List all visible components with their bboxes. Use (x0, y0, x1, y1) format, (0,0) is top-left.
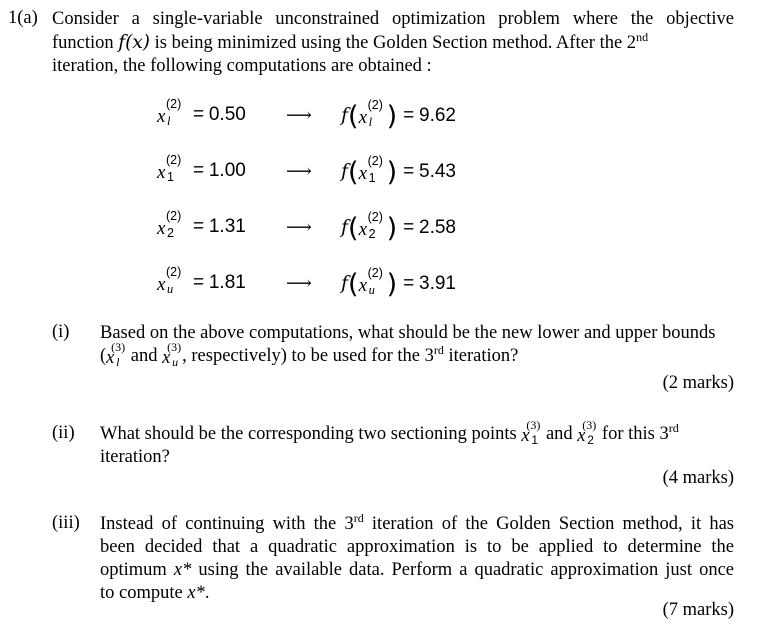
f-value: 5.43 (419, 161, 456, 182)
intro-line-3: iteration, the following computations are obtained : (52, 56, 432, 76)
intro-line-2 (52, 31, 734, 55)
part-iii-label: (iii) (52, 513, 80, 533)
lower-bound-symbol: x (3) l (106, 340, 126, 369)
iter-sup: (3) (582, 418, 597, 432)
part-iii-text-a: Instead of continuing with the 3 (100, 514, 354, 534)
equals-sign: = (193, 272, 205, 293)
x-point-row-3 (157, 209, 246, 240)
objective-function: f(x) (118, 32, 150, 53)
iter-sup: (2) (367, 210, 383, 224)
x-var: x (157, 162, 166, 183)
part-ii-line-1 (100, 418, 734, 447)
equals-sign: = (403, 161, 415, 182)
x-symbol (358, 210, 383, 241)
part-iii-marks: (7 marks) (662, 600, 734, 620)
x-var: x (521, 426, 530, 446)
x-sub: u (167, 282, 174, 296)
part-i-text-a: and (126, 346, 163, 366)
f-symbol: f (341, 160, 349, 182)
iter-sup: (3) (111, 340, 126, 354)
x-sub: l (368, 115, 373, 129)
part-iii-line-1 (100, 513, 734, 536)
equals-sign: = (193, 160, 205, 181)
x-symbol (157, 209, 182, 240)
x-symbol (358, 98, 383, 129)
part-iii-text-c: optimum (100, 560, 174, 580)
part-ii-label: (ii) (52, 423, 75, 443)
equals-sign: = (193, 216, 205, 237)
intro-text: function (52, 33, 119, 53)
question-number: 1(a) (8, 8, 38, 28)
part-iii-line-4 (100, 582, 734, 605)
x-var: x (162, 348, 171, 368)
f-symbol: f (341, 216, 349, 238)
x-value: 0.50 (208, 104, 246, 125)
x-symbol (157, 97, 182, 128)
part-ii-marks: (4 marks) (662, 468, 734, 488)
optimum-symbol: x* (173, 560, 192, 580)
iter-sup: (3) (526, 418, 541, 432)
x-var: x (157, 218, 166, 239)
x-symbol (157, 265, 182, 296)
x-var: x (358, 163, 368, 184)
f-value: 3.91 (419, 273, 456, 294)
f-value: 9.62 (419, 105, 456, 126)
equals-sign: = (403, 105, 415, 126)
x-sub: 1 (167, 170, 174, 184)
part-iii-text-f: . (204, 583, 210, 603)
iter-sup: (2) (166, 265, 182, 279)
part-iii-text-b: iteration of the Golden Section method, it has (363, 514, 734, 534)
f-symbol: f (341, 272, 349, 294)
x-var: x (157, 106, 166, 127)
part-i-label: (i) (52, 322, 70, 342)
x-var: x (358, 275, 368, 296)
x-sub: 2 (167, 226, 174, 240)
intro-line-1: Consider a single-variable unconstrained optimization problem where the objective (52, 9, 734, 29)
right-arrow-icon: ⟶ (286, 273, 312, 293)
x-value: 1.00 (208, 160, 246, 181)
f-value-row-1: f(x (2) l ) = 9.62 (341, 98, 456, 132)
sectioning-point-1: x (3) 1 (521, 418, 541, 447)
iter-sup: (3) (167, 340, 182, 354)
right-arrow-icon: ⟶ (286, 105, 312, 125)
f-value: 2.58 (419, 217, 456, 238)
part-ii-text-c: for this 3 (597, 424, 669, 444)
part-ii-text (100, 418, 734, 469)
part-iii-line-3 (100, 559, 734, 582)
part-ii-text-a: What should be the corresponding two sectioning points (100, 424, 522, 444)
iter-sup: (2) (166, 153, 182, 167)
x-point-row-2 (157, 153, 246, 184)
x-point-row-4 (157, 265, 246, 296)
x-sub: l (167, 114, 171, 128)
iter-sup: (2) (367, 266, 383, 280)
x-symbol (157, 153, 182, 184)
ordinal-suffix: rd (668, 421, 679, 435)
part-i-line-2: (x (3) l and x (3) u , respectively) to be used for the 3rd iteration? (100, 340, 519, 369)
part-iii-line-2: been decided that a quadratic approximation is to be applied to determine the (100, 537, 734, 557)
x-sub: u (368, 283, 375, 297)
equals-sign: = (403, 273, 415, 294)
equals-sign: = (403, 217, 415, 238)
f-value-row-3: f(x (2) 2 ) = 2.58 (341, 210, 456, 244)
part-iii-text-d: using the available data. Perform a quadratic approximation just once (191, 560, 735, 580)
x-sub: 1 (368, 171, 376, 185)
optimum-symbol: x* (187, 583, 205, 603)
question-intro (52, 8, 734, 78)
part-i-text-b: , respectively) to be used for the 3 (182, 346, 434, 366)
f-value-row-2: f(x (2) 1 ) = 5.43 (341, 154, 456, 188)
sectioning-point-2: x (3) 2 (577, 418, 597, 447)
ordinal-suffix: rd (353, 511, 364, 525)
x-sub: 2 (368, 227, 376, 241)
x-var: x (157, 274, 166, 295)
part-iii-text-e: to compute (100, 583, 188, 603)
intro-text: is being minimized using the Golden Section method. After the 2 (150, 33, 637, 53)
upper-bound-symbol: x (3) u (162, 340, 182, 369)
right-arrow-icon: ⟶ (286, 161, 312, 181)
part-i-text-c: iteration? (443, 346, 519, 366)
f-value-row-4: f(x (2) u ) = 3.91 (341, 266, 456, 300)
ordinal-suffix: rd (433, 343, 444, 357)
x-symbol (358, 154, 383, 185)
x-var: x (358, 219, 368, 240)
x-var: x (577, 426, 586, 446)
iter-sup: (2) (166, 97, 182, 111)
x-var: x (106, 348, 115, 368)
x-var: x (358, 107, 368, 128)
part-ii-line-2: iteration? (100, 447, 170, 467)
right-arrow-icon: ⟶ (286, 217, 312, 237)
part-ii-text-b: and (541, 424, 578, 444)
ordinal-suffix: nd (636, 30, 649, 44)
part-iii-text (100, 513, 734, 605)
iter-sup: (2) (166, 209, 182, 223)
x-value: 1.81 (208, 272, 246, 293)
x-symbol (358, 266, 383, 297)
part-i-text (100, 322, 734, 368)
iter-sup: (2) (367, 154, 383, 168)
x-point-row-1 (157, 97, 246, 128)
x-value: 1.31 (208, 216, 246, 237)
part-i-line-1: Based on the above computations, what should be the new lower and upper bounds (100, 323, 716, 343)
iter-sup: (2) (367, 98, 383, 112)
f-symbol: f (341, 104, 349, 126)
part-i-marks: (2 marks) (662, 373, 734, 393)
equals-sign: = (193, 104, 205, 125)
